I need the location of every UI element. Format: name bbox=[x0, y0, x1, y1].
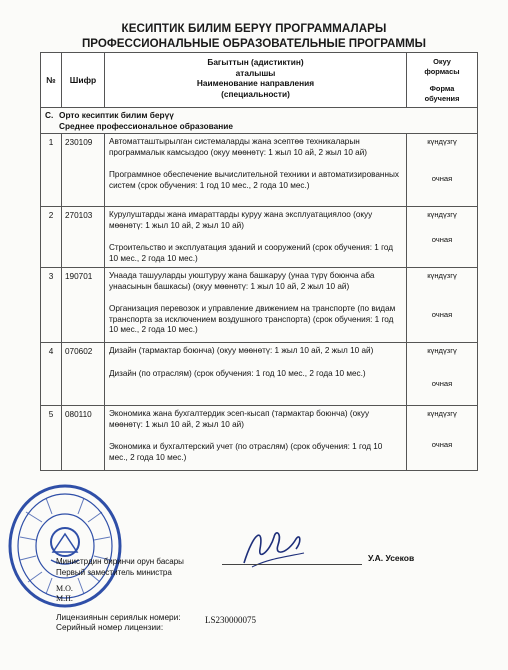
row-form-ru: очная bbox=[431, 439, 453, 449]
row-form-ky: күндүзгү bbox=[427, 409, 457, 418]
license-label-ru: Серийный номер лицензии: bbox=[56, 622, 164, 632]
col-header-form-ru1: Форма bbox=[429, 84, 455, 93]
row-form bbox=[407, 343, 478, 406]
row-name bbox=[105, 406, 407, 471]
col-header-code: Шифр bbox=[62, 53, 105, 108]
row-form bbox=[407, 268, 478, 343]
col-header-num: № bbox=[41, 53, 62, 108]
table-row bbox=[41, 343, 478, 406]
section-letter: С. bbox=[45, 110, 54, 120]
handwritten-signature-icon bbox=[238, 523, 308, 573]
row-code: 080110 bbox=[62, 406, 105, 471]
row-code: 070602 bbox=[62, 343, 105, 406]
row-form-ru: очная bbox=[431, 234, 453, 244]
table-row bbox=[41, 406, 478, 471]
row-name bbox=[105, 268, 407, 343]
row-name-ky: Курулуштарды жана имараттарды куруу жана эксплуатациялоо (окуу мөөнөтү: 1 жыл 10 ай, 2 жыл 10 ай) bbox=[109, 210, 373, 230]
row-form-ru: очная bbox=[431, 309, 453, 319]
signatory-name: У.А. Усеков bbox=[368, 553, 415, 563]
col-header-form bbox=[407, 53, 478, 108]
page-title-ru: ПРОФЕССИОНАЛЬНЫЕ ОБРАЗОВАТЕЛЬНЫЕ ПРОГРАММЫ bbox=[81, 37, 427, 50]
license-label-ky: Лицензиянын сериялык номери: bbox=[56, 612, 181, 622]
row-form bbox=[407, 406, 478, 471]
col-header-name-line4: (специальности) bbox=[221, 88, 290, 99]
license-number: LS230000075 bbox=[205, 615, 257, 625]
row-name-ru: Экономика и бухгалтерский учет (по отраслям) (срок обучения: 1 год 10 мес., 2 года 10 мес.) bbox=[109, 442, 383, 462]
col-header-form-ky2: формасы bbox=[424, 66, 460, 76]
row-code: 190701 bbox=[62, 268, 105, 343]
row-name-ru: Дизайн (по отраслям) (срок обучения: 1 год 10 мес., 2 года 10 мес.) bbox=[109, 368, 366, 378]
col-header-form-ky1: Окуу bbox=[433, 57, 451, 66]
row-name-ru: Организация перевозок и управление движением на транспорте (по видам транспорта за исключением воздушного транспорта) (срок обучения: 1 год 10 мес., 2 года 10 мес.) bbox=[109, 304, 396, 334]
row-form-ky: күндүзгү bbox=[427, 271, 457, 280]
row-name bbox=[105, 343, 407, 406]
row-name-ru: Программное обеспечение вычислительной техники и автоматизированных систем (срок обучения: 1 год 10 мес., 2 года 10 мес.) bbox=[109, 170, 399, 190]
row-form-ky: күндүзгү bbox=[427, 137, 457, 146]
row-num: 2 bbox=[41, 207, 62, 268]
col-header-name bbox=[105, 53, 407, 108]
signature-line bbox=[222, 564, 362, 565]
table-row bbox=[41, 134, 478, 207]
row-name-ky: Унаада ташууларды уюштуруу жана башкаруу (унаа түрү боюнча аба унаасынын башкасы) (окуу мөөнөтү: 1 жыл 10 ай, 2 жыл 10 ай) bbox=[109, 271, 375, 291]
programs-table bbox=[40, 52, 478, 471]
row-form-ru: очная bbox=[431, 173, 453, 183]
table-row bbox=[41, 207, 478, 268]
mo-label: М.О. bbox=[56, 584, 73, 593]
mp-label: М.П. bbox=[56, 594, 73, 603]
col-header-form-ru2: обучения bbox=[424, 93, 460, 103]
row-name bbox=[105, 134, 407, 207]
row-name-ru: Строительство и эксплуатация зданий и сооружений (срок обучения: 1 год 10 мес., 2 года 10 мес.) bbox=[109, 243, 394, 263]
col-header-name-line2: аталышы bbox=[235, 67, 276, 78]
row-form-ky: күндүзгү bbox=[427, 346, 457, 355]
row-name bbox=[105, 207, 407, 268]
row-num: 3 bbox=[41, 268, 62, 343]
col-header-name-line1: Багыттын (адистиктин) bbox=[207, 57, 304, 67]
row-name-ky: Дизайн (тармактар боюнча) (окуу мөөнөтү: 1 жыл 10 ай, 2 жыл 10 ай) bbox=[109, 346, 374, 355]
row-num: 5 bbox=[41, 406, 62, 471]
col-header-name-line3: Наименование направления bbox=[196, 78, 315, 88]
row-form bbox=[407, 134, 478, 207]
row-code: 230109 bbox=[62, 134, 105, 207]
section-title-ru: Среднее профессиональное образование bbox=[59, 120, 233, 131]
page-title-ky: КЕСИПТИК БИЛИМ БЕРҮҮ ПРОГРАММАЛАРЫ bbox=[121, 22, 387, 35]
row-num: 4 bbox=[41, 343, 62, 406]
position-ky: Министрдин биринчи орун басары bbox=[56, 557, 184, 566]
table-header-row bbox=[41, 53, 478, 108]
row-num: 1 bbox=[41, 134, 62, 207]
row-form-ru: очная bbox=[431, 378, 453, 388]
row-form bbox=[407, 207, 478, 268]
table-row bbox=[41, 268, 478, 343]
row-code: 270103 bbox=[62, 207, 105, 268]
section-row bbox=[41, 108, 478, 134]
row-name-ky: Экономика жана бухгалтердик эсеп-кысап (тармактар боюнча) (окуу мөөнөтү: 1 жыл 10 ай, 2 жыл 10 ай) bbox=[109, 409, 370, 429]
section-title-ky: Орто кесиптик билим берүү bbox=[59, 110, 174, 120]
row-form-ky: күндүзгү bbox=[427, 210, 457, 219]
row-name-ky: Автоматташтырылган системаларды жана эсептөө техникаларын программалык камсыздоо (окуу мөөнөтү: 1 жыл 10 ай, 2 жыл 10 ай) bbox=[109, 137, 368, 157]
position-ru: Первый заместитель министра bbox=[56, 568, 172, 577]
section-heading bbox=[41, 108, 478, 134]
